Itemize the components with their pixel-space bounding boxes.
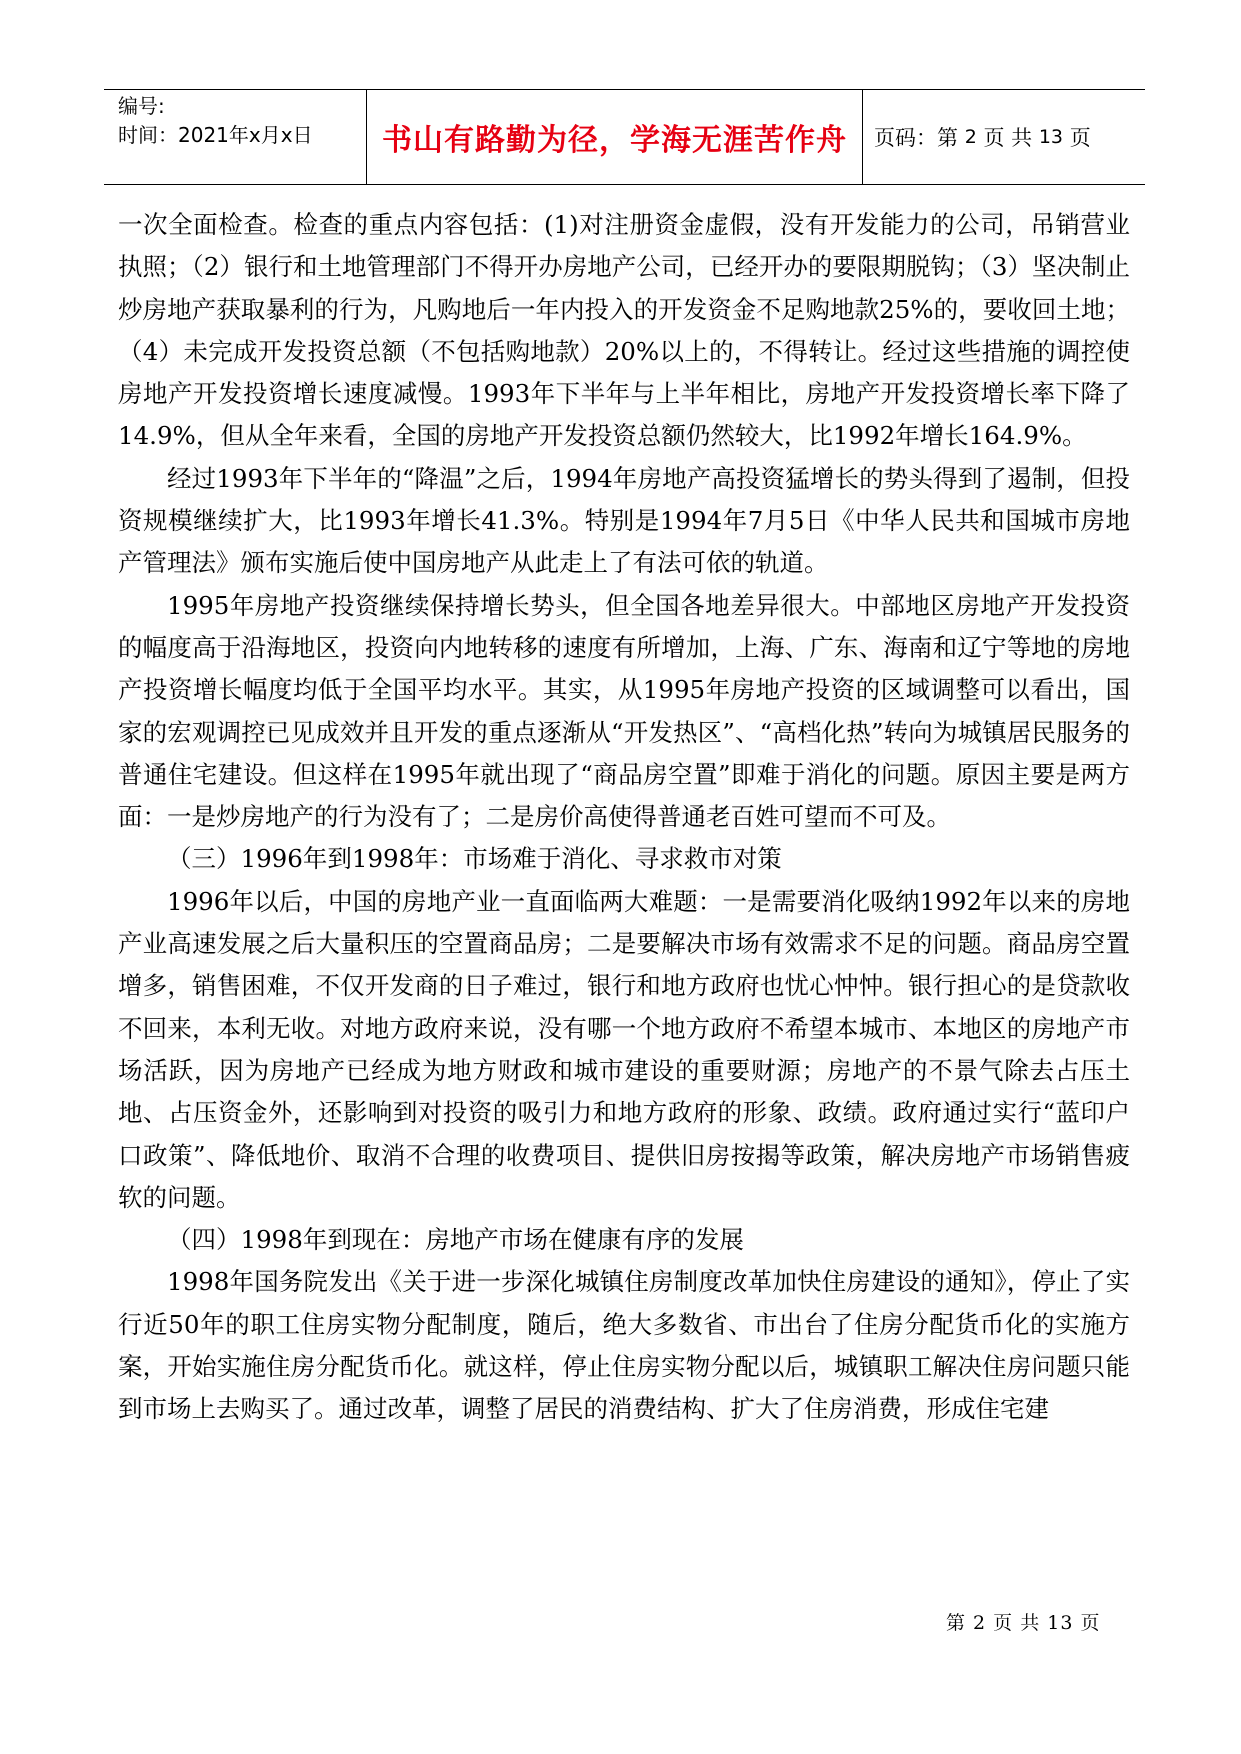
- section-heading: （三）1996年到1998年：市场难于消化、寻求救市对策: [167, 844, 782, 874]
- paragraph: 1998年国务院发出《关于进一步深化城镇住房制度改革加快住房建设的通知》，停止了实行近50年的职工住房实物分配制度，随后，绝大多数省、市出台了住房分配货币化的实施方案，开始实施住房分配货币化。就这样，停止住房实物分配以后，城镇职工解决住房问题只能到市场上去购买了。通过改革，调整了居民的消费结构、扩大了住房消费，形成住宅建: [118, 1267, 1130, 1424]
- header-divider: [862, 90, 863, 184]
- page-suffix: 页: [1069, 126, 1091, 150]
- page-current: 2: [964, 126, 977, 148]
- header-motto: 书山有路勤为径，学海无涯苦作舟: [382, 123, 847, 158]
- time-text: 时间：2021年x月x日: [118, 123, 313, 147]
- paragraph: 一次全面检查。检查的重点内容包括：(1)对注册资金虚假，没有开发能力的公司，吊销营业执照；（2）银行和土地管理部门不得开办房地产公司，已经开办的要限期脱钩；（3）坚决制止炒房地产获取暴利的行为，凡购地后一年内投入的开发资金不足购地款25%的，要收回土地；（4）未完成开发投资总额（不包括购地款）20%以上的，不得转让。经过这些措施的调控使房地产开发投资增长速度减慢。1993年下半年与上半年相比，房地产开发投资增长率下降了14.9%，但从全年来看，全国的房地产开发投资总额仍然较大，比1992年增长164.9%。: [118, 210, 1130, 451]
- serial-label: 编号:: [118, 94, 165, 118]
- paragraph: 经过1993年下半年的“降温”之后，1994年房地产高投资猛增长的势头得到了遏制，但投资规模继续扩大，比1993年增长41.3%。特别是1994年7月5日《中华人民共和国城市房地产管理法》颁布实施后使中国房地产从此走上了有法可依的轨道。: [118, 463, 1130, 578]
- page-prefix: 页码：第: [874, 126, 958, 150]
- page-total: 13: [1038, 126, 1064, 148]
- paragraph: 1995年房地产投资继续保持增长势头，但全国各地差异很大。中部地区房地产开发投资的幅度高于沿海地区，投资向内地转移的速度有所增加，上海、广东、海南和辽宁等地的房地产投资增长幅度均低于全国平均水平。其实，从1995年房地产投资的区域调整可以看出，国家的宏观调控已见成效并且开发的重点逐渐从“开发热区”、“高档化热”转向为城镇居民服务的普通住宅建设。但这样在1995年就出现了“商品房空置”即难于消化的问题。原因主要是两方面：一是炒房地产的行为没有了；二是房价高使得普通老百姓可望而不可及。: [118, 590, 1130, 832]
- header-page-info: [874, 90, 1091, 184]
- page-footer: 第 2 页 共 13 页: [946, 1612, 1101, 1634]
- section-heading: （四）1998年到现在：房地产市场在健康有序的发展: [167, 1225, 744, 1255]
- document-body: [118, 204, 1130, 1431]
- page-header: [104, 89, 1145, 185]
- page-middle: 页 共: [983, 126, 1033, 150]
- paragraph: 1996年以后，中国的房地产业一直面临两大难题：一是需要消化吸纳1992年以来的房地产业高速发展之后大量积压的空置商品房；二是要解决市场有效需求不足的问题。商品房空置增多，销售困难，不仅开发商的日子难过，银行和地方政府也忧心忡忡。银行担心的是贷款收不回来，本利无收。对地方政府来说，没有哪一个地方政府不希望本城市、本地区的房地产市场活跃，因为房地产已经成为地方财政和城市建设的重要财源；房地产的不景气除去占压土地、占压资金外，还影响到对投资的吸引力和地方政府的形象、政绩。政府通过实行“蓝印户口政策”、降低地价、取消不合理的收费项目、提供旧房按揭等政策，解决房地产市场销售疲软的问题。: [118, 886, 1130, 1212]
- header-info: [118, 92, 363, 150]
